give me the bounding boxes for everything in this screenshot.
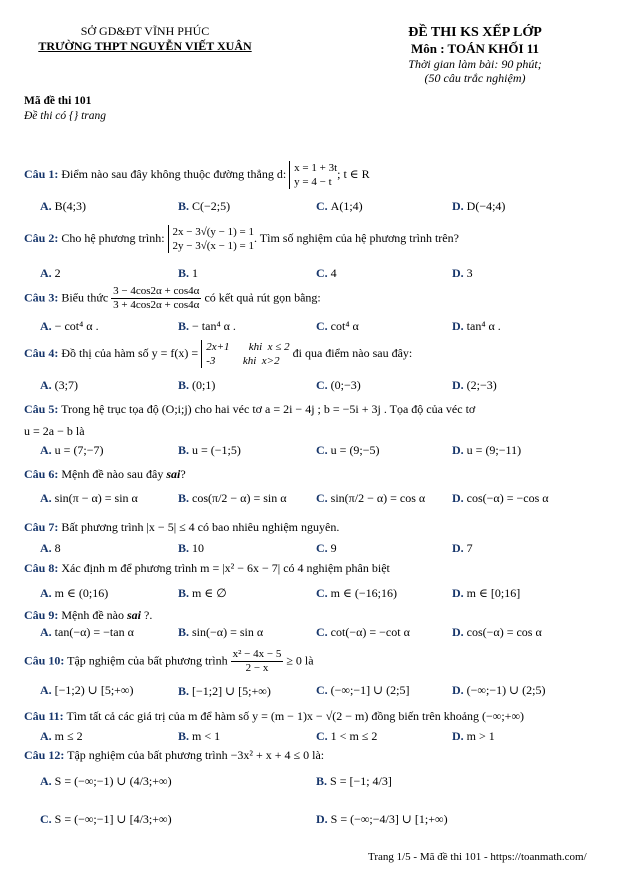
option-label: A.: [40, 541, 52, 555]
option-text: (2;−3): [466, 378, 497, 392]
option-c[interactable]: [40, 812, 172, 827]
option-label: D.: [452, 266, 464, 280]
option-b[interactable]: [178, 319, 236, 334]
option-d[interactable]: [452, 319, 501, 334]
option-label: C.: [316, 625, 328, 639]
option-text: (3;7): [54, 378, 78, 392]
option-b[interactable]: [178, 684, 271, 699]
question-tail: đi qua điểm nào sau đây:: [292, 345, 413, 360]
question-4: [24, 340, 412, 368]
option-text: [−1;2] ∪ [5;+∞): [192, 684, 271, 698]
question-text: Điểm nào sau đây không thuộc đường thẳng d:: [61, 166, 287, 181]
dept-name: SỞ GD&ĐT VĨNH PHÚC: [80, 24, 210, 38]
exam-code: Mã đề thi 101: [24, 95, 92, 107]
option-label: D.: [452, 199, 464, 213]
option-text: 4: [330, 266, 337, 280]
question-text: Tìm tất cả các giá trị của m để hàm số y = (m − 1)x − √(2 − m) đồng biến trên khoảng (−∞;+∞): [66, 709, 524, 723]
option-text: [−1;2) ∪ [5;+∞): [54, 683, 134, 697]
option-text: 1 < m ≤ 2: [330, 729, 378, 743]
option-d[interactable]: [452, 378, 497, 393]
option-d[interactable]: [452, 266, 473, 281]
option-c[interactable]: [316, 586, 397, 601]
option-d[interactable]: [452, 586, 520, 601]
option-label: D.: [452, 729, 464, 743]
option-label: D.: [452, 443, 464, 457]
option-c[interactable]: [316, 625, 410, 640]
option-c[interactable]: [316, 378, 361, 393]
option-label: A.: [40, 625, 52, 639]
exam-title: ĐỀ THI KS XẾP LỚP: [408, 25, 542, 40]
option-label: C.: [316, 729, 328, 743]
question-text: Trong hệ trục tọa độ (O;i;j) cho hai véc tơ a = 2i − 4j ; b = −5i + 3j . Tọa độ của véc tơ: [61, 402, 476, 416]
option-text: sin(π/2 − α) = cos α: [330, 491, 426, 505]
question-3: [24, 285, 321, 312]
question-tail: ?.: [144, 608, 153, 622]
question-tail: ; t ∈ R: [337, 166, 370, 181]
option-label: B.: [178, 729, 190, 743]
option-d[interactable]: [316, 812, 448, 827]
option-text: − tan⁴ α .: [192, 319, 236, 333]
option-a[interactable]: [40, 491, 138, 506]
option-text: sin(π − α) = sin α: [54, 491, 138, 505]
option-label: D.: [452, 625, 464, 639]
question-5: [24, 402, 475, 417]
option-label: A.: [40, 491, 52, 505]
fraction-denominator: 3 + 4cos2α + cos4α: [113, 299, 200, 311]
option-label: A.: [40, 378, 52, 392]
option-label: C.: [316, 683, 328, 697]
option-label: A.: [40, 266, 52, 280]
option-text: 3: [466, 266, 473, 280]
option-b[interactable]: [178, 586, 227, 601]
option-a[interactable]: [40, 443, 104, 458]
option-text: 8: [54, 541, 61, 555]
option-text: sin(−α) = sin α: [192, 625, 264, 639]
option-d[interactable]: [452, 541, 473, 556]
option-label: D.: [452, 586, 464, 600]
option-text: C(−2;5): [192, 199, 231, 213]
option-text: (−∞;−1) ∪ (2;5): [466, 683, 546, 697]
option-text: 9: [330, 541, 337, 555]
option-label: A.: [40, 443, 52, 457]
option-text: cos(−α) = −cos α: [466, 491, 549, 505]
question-10: [24, 648, 314, 675]
option-c[interactable]: [316, 729, 377, 744]
option-c[interactable]: [316, 683, 409, 698]
question-number: Câu 4:: [24, 345, 59, 360]
option-label: A.: [40, 586, 52, 600]
question-tail: ≥ 0 là: [286, 653, 314, 668]
option-a[interactable]: [40, 541, 61, 556]
fraction-numerator: x² − 4x − 5: [232, 648, 282, 660]
option-text: tan⁴ α .: [466, 319, 501, 333]
option-b[interactable]: [178, 541, 204, 556]
option-d[interactable]: [452, 683, 545, 698]
option-text: cot(−α) = −cot α: [330, 625, 410, 639]
option-a[interactable]: [40, 729, 83, 744]
option-label: B.: [178, 625, 190, 639]
option-label: C.: [316, 319, 328, 333]
option-text: u = (9;−11): [466, 443, 522, 457]
option-a[interactable]: [40, 586, 108, 601]
question-number: Câu 2:: [24, 230, 59, 245]
option-text: S = (−∞;−4/3] ∪ [1;+∞): [330, 812, 448, 826]
option-text: (0;1): [192, 378, 216, 392]
option-text: u = (−1;5): [192, 443, 241, 457]
option-label: C.: [316, 586, 328, 600]
question-9: [24, 608, 152, 623]
option-label: B.: [178, 266, 190, 280]
question-number: Câu 9:: [24, 608, 59, 622]
option-text: u = (9;−5): [330, 443, 380, 457]
option-d[interactable]: [452, 729, 495, 744]
system-line: x = 1 + 3t: [294, 162, 338, 174]
option-text: S = [−1; 4/3]: [330, 774, 392, 788]
question-tail: . Tìm số nghiệm của hệ phương trình trên?: [254, 230, 459, 245]
option-label: C.: [316, 541, 328, 555]
option-label: C.: [316, 378, 328, 392]
option-label: C.: [316, 443, 328, 457]
question-number: Câu 12:: [24, 748, 65, 762]
option-text: m ∈ (−16;16): [330, 586, 397, 600]
question-number: Câu 7:: [24, 520, 59, 534]
equation-system: [289, 161, 337, 189]
header-right: [330, 25, 620, 85]
question-number: Câu 1:: [24, 166, 59, 181]
question-text: Mệnh đề nào: [61, 608, 124, 622]
exam-subject: Môn : TOÁN KHỐI 11: [410, 41, 540, 56]
option-c[interactable]: [316, 266, 337, 281]
option-label: B.: [316, 774, 328, 788]
option-label: C.: [316, 266, 328, 280]
option-label: D.: [452, 541, 464, 555]
question-7: [24, 520, 339, 535]
option-a[interactable]: [40, 625, 134, 640]
question-5-cont: [24, 424, 85, 439]
question-tail: ?: [180, 467, 186, 481]
question-number: Câu 3:: [24, 290, 59, 305]
option-c[interactable]: [316, 541, 337, 556]
option-label: D.: [452, 378, 464, 392]
question-2: [24, 225, 459, 253]
option-text: B(4;3): [54, 199, 87, 213]
option-b[interactable]: [178, 729, 220, 744]
option-text: cos(−α) = cos α: [466, 625, 542, 639]
option-b[interactable]: [178, 491, 287, 506]
question-number: Câu 6:: [24, 467, 59, 481]
option-a[interactable]: [40, 683, 133, 698]
option-label: A.: [40, 729, 52, 743]
question-text: Cho hệ phương trình:: [61, 230, 165, 245]
piecewise-function: [201, 340, 289, 368]
option-label: D.: [316, 812, 328, 826]
question-12: [24, 748, 324, 763]
question-1: [24, 161, 370, 189]
equation-system: [168, 225, 254, 253]
option-d[interactable]: [452, 491, 549, 506]
option-label: A.: [40, 319, 52, 333]
option-label: C.: [316, 491, 328, 505]
system-line: y = 4 − t: [294, 176, 332, 188]
question-8: [24, 561, 390, 576]
option-text: 2: [54, 266, 61, 280]
emphasis-word: sai: [166, 467, 181, 481]
piece-line: -3 khi x>2: [206, 355, 280, 367]
piece-line: 2x+1 khi x ≤ 2: [206, 341, 290, 353]
option-text: − cot⁴ α .: [54, 319, 99, 333]
option-b[interactable]: [178, 625, 263, 640]
emphasis-word: sai: [127, 608, 142, 622]
option-label: B.: [178, 443, 190, 457]
question-text: Đồ thị của hàm số y = f(x) =: [61, 345, 199, 360]
option-c[interactable]: [316, 319, 359, 334]
option-b[interactable]: [178, 199, 230, 214]
question-text: Biểu thức: [61, 290, 109, 305]
page-count: Đề thi có {} trang: [24, 110, 107, 122]
option-text: u = (7;−7): [54, 443, 104, 457]
question-number: Câu 10:: [24, 653, 65, 668]
option-a[interactable]: [40, 199, 86, 214]
option-a[interactable]: [40, 774, 172, 789]
system-line: 2x − 3√(y − 1) = 1: [172, 226, 255, 238]
question-11: [24, 709, 524, 724]
option-text: cos(π/2 − α) = sin α: [192, 491, 287, 505]
option-a[interactable]: [40, 378, 78, 393]
question-text-cont: u = 2a − b là: [24, 424, 85, 438]
option-a[interactable]: [40, 266, 61, 281]
option-label: C.: [316, 199, 328, 213]
option-text: m ≤ 2: [54, 729, 83, 743]
question-text: Tập nghiệm của bất phương trình: [67, 653, 228, 668]
option-text: S = (−∞;−1] ∪ [4/3;+∞): [54, 812, 172, 826]
school-name: TRƯỜNG THPT NGUYỄN VIẾT XUÂN: [38, 39, 252, 53]
option-label: D.: [452, 491, 464, 505]
option-label: D.: [452, 683, 464, 697]
option-text: cot⁴ α: [330, 319, 359, 333]
option-text: m ∈ (0;16): [54, 586, 109, 600]
option-label: A.: [40, 199, 52, 213]
option-label: B.: [178, 319, 190, 333]
fraction-numerator: 3 − 4cos2α + cos4α: [113, 285, 200, 297]
option-b[interactable]: [316, 774, 392, 789]
option-label: C.: [40, 812, 52, 826]
option-b[interactable]: [178, 378, 215, 393]
question-text: Bất phương trình |x − 5| ≤ 4 có bao nhiêu nghiệm nguyên.: [61, 520, 340, 534]
question-text: Mệnh đề nào sau đây: [61, 467, 164, 481]
option-text: D(−4;4): [466, 199, 506, 213]
question-text: Xác định m để phương trình m = |x² − 6x − 7| có 4 nghiệm phân biệt: [61, 561, 390, 575]
option-c[interactable]: [316, 199, 363, 214]
option-label: B.: [178, 541, 190, 555]
option-d[interactable]: [452, 625, 542, 640]
option-label: A.: [40, 683, 52, 697]
option-label: B.: [178, 586, 190, 600]
option-text: m < 1: [192, 729, 221, 743]
exam-time: Thời gian làm bài: 90 phút;: [408, 57, 542, 71]
option-c[interactable]: [316, 443, 380, 458]
option-text: m > 1: [466, 729, 495, 743]
option-label: B.: [178, 684, 190, 698]
question-text: Tập nghiệm của bất phương trình −3x² + x + 4 ≤ 0 là:: [67, 748, 325, 762]
exam-count: (50 câu trắc nghiệm): [424, 71, 526, 85]
option-a[interactable]: [40, 319, 99, 334]
option-d[interactable]: [452, 199, 505, 214]
option-d[interactable]: [452, 443, 521, 458]
option-text: S = (−∞;−1) ∪ (4/3;+∞): [54, 774, 172, 788]
option-text: 10: [192, 541, 205, 555]
fraction: [111, 285, 201, 312]
question-number: Câu 8:: [24, 561, 59, 575]
option-label: B.: [178, 491, 190, 505]
fraction: [231, 648, 284, 675]
option-b[interactable]: [178, 266, 198, 281]
system-line: 2y − 3√(x − 1) = 1: [172, 240, 255, 252]
option-text: A(1;4): [330, 199, 363, 213]
option-text: 7: [466, 541, 473, 555]
option-label: B.: [178, 199, 190, 213]
option-text: (−∞;−1] ∪ (2;5]: [330, 683, 410, 697]
fraction-denominator: 2 − x: [245, 662, 269, 674]
option-text: 1: [192, 266, 199, 280]
option-text: tan(−α) = −tan α: [54, 625, 134, 639]
option-c[interactable]: [316, 491, 425, 506]
option-b[interactable]: [178, 443, 241, 458]
question-tail: có kết quả rút gọn bằng:: [204, 290, 321, 305]
option-label: A.: [40, 774, 52, 788]
option-label: D.: [452, 319, 464, 333]
question-number: Câu 5:: [24, 402, 59, 416]
option-text: m ∈ [0;16]: [466, 586, 521, 600]
header-left: [20, 24, 270, 54]
question-6: [24, 467, 186, 482]
question-number: Câu 11:: [24, 709, 64, 723]
option-text: m ∈ ∅: [192, 586, 227, 600]
page-footer: Trang 1/5 - Mã đề thi 101 - https://toanmath.com/: [368, 851, 587, 863]
option-text: (0;−3): [330, 378, 361, 392]
option-label: B.: [178, 378, 190, 392]
